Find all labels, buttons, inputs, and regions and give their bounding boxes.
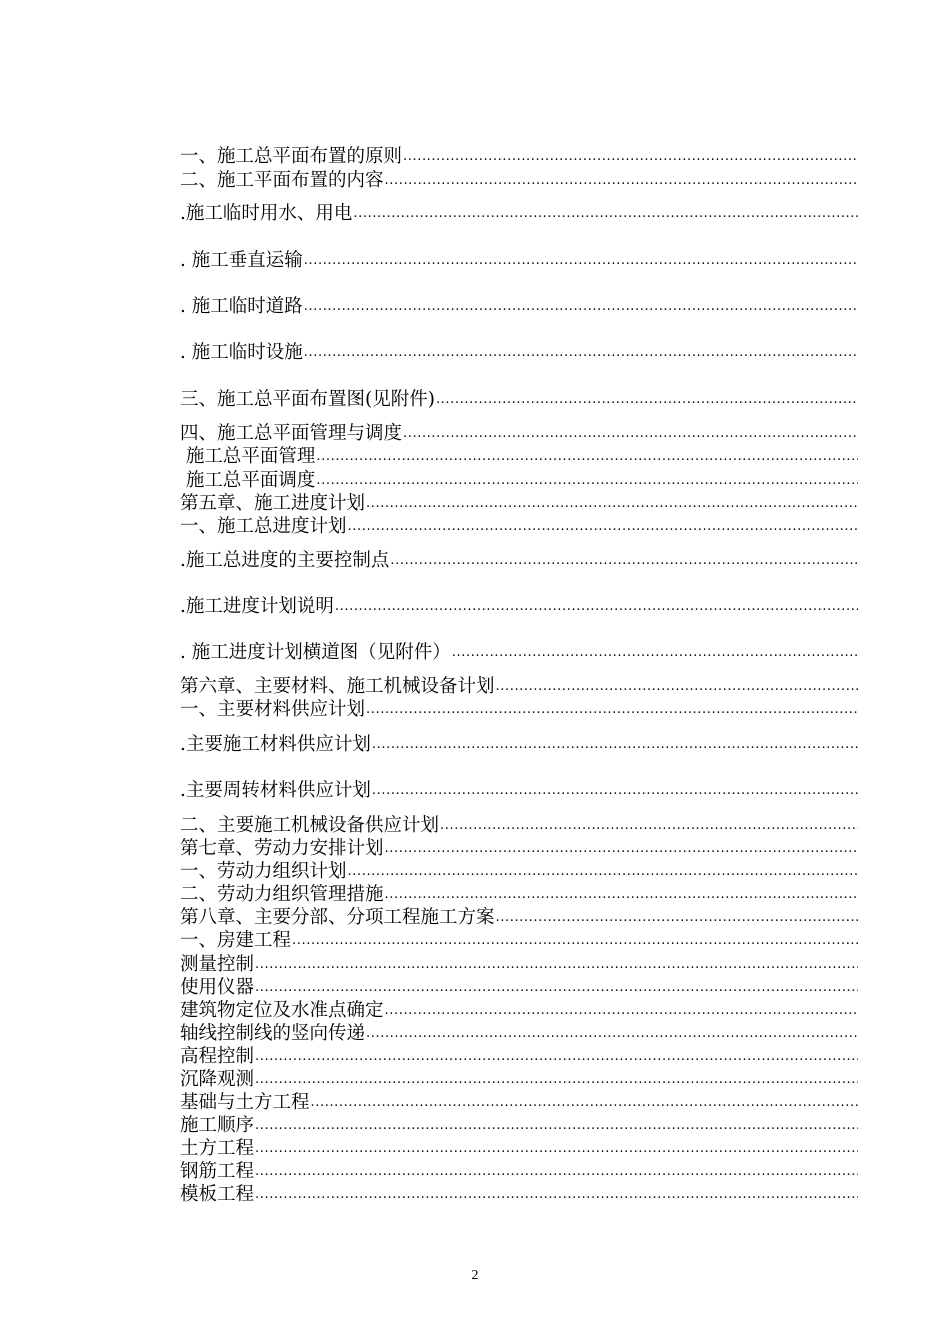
toc-entry-title: 二、劳动力组织管理措施: [180, 884, 384, 905]
toc-entry-title: 二、主要施工机械设备供应计划: [180, 815, 440, 836]
toc-entry[interactable]: [180, 168, 858, 192]
toc-entry[interactable]: [180, 697, 858, 721]
toc-entry-title: 第五章、施工进度计划: [180, 493, 366, 514]
dot-leader: [390, 550, 858, 572]
toc-entry-title: 第八章、主要分部、分项工程施工方案: [180, 907, 495, 928]
dot-leader: [348, 861, 858, 883]
dot-leader: [255, 1184, 858, 1206]
dot-leader: [496, 907, 858, 929]
toc-entry[interactable]: [180, 201, 858, 225]
toc-entry-title: 测量控制: [180, 954, 255, 975]
toc-entry[interactable]: [180, 1113, 858, 1137]
toc-entry[interactable]: [180, 514, 858, 538]
dot-leader: [403, 423, 858, 445]
toc-entry[interactable]: [180, 248, 858, 272]
toc-entry[interactable]: [180, 548, 858, 572]
dot-leader: [304, 296, 858, 318]
toc-entry[interactable]: [180, 294, 858, 318]
toc-entry-title: .施工临时用水、用电: [180, 203, 353, 224]
toc-entry-title: 一、劳动力组织计划: [180, 861, 347, 882]
toc-entry[interactable]: [180, 1090, 858, 1114]
dot-leader: [366, 1023, 858, 1045]
toc-entry[interactable]: [180, 640, 858, 664]
toc-entry-title: 沉降观测: [180, 1069, 255, 1090]
page-number: 2: [471, 1268, 479, 1283]
toc-entry[interactable]: [180, 1044, 858, 1068]
toc-entry-title: . 施工进度计划横道图（见附件）: [180, 642, 451, 663]
toc-entry[interactable]: [180, 732, 858, 756]
dot-leader: [311, 1092, 858, 1114]
dot-leader: [255, 1161, 858, 1183]
dot-leader: [255, 977, 858, 999]
toc-entry-title: . 施工垂直运输: [180, 250, 303, 271]
toc-entry[interactable]: [180, 594, 858, 618]
toc-entry[interactable]: [180, 1067, 858, 1091]
toc-entry-title: 施工总平面调度: [180, 470, 316, 491]
toc-entry[interactable]: [180, 674, 858, 698]
toc-entry[interactable]: [180, 778, 858, 802]
toc-entry[interactable]: [180, 1159, 858, 1183]
dot-leader: [304, 250, 858, 272]
table-of-contents: [180, 0, 858, 1220]
dot-leader: [304, 342, 858, 364]
dot-leader: [372, 780, 858, 802]
toc-entry[interactable]: [180, 905, 858, 929]
toc-entry-title: 建筑物定位及水准点确定: [180, 1000, 384, 1021]
dot-leader: [255, 954, 858, 976]
toc-entry-title: 三、施工总平面布置图(见附件): [180, 389, 435, 410]
toc-entry[interactable]: [180, 813, 858, 837]
toc-entry[interactable]: [180, 998, 858, 1022]
toc-entry[interactable]: [180, 421, 858, 445]
toc-entry-title: 一、房建工程: [180, 930, 292, 951]
dot-leader: [366, 493, 858, 515]
toc-entry[interactable]: [180, 1182, 858, 1206]
toc-entry-title: 一、施工总平面布置的原则: [180, 146, 403, 167]
toc-entry[interactable]: [180, 468, 858, 492]
toc-entry-title: 土方工程: [180, 1138, 255, 1159]
dot-leader: [385, 838, 858, 860]
toc-entry-title: 四、施工总平面管理与调度: [180, 423, 403, 444]
toc-entry-title: 施工顺序: [180, 1115, 255, 1136]
dot-leader: [316, 470, 858, 492]
toc-entry[interactable]: [180, 1136, 858, 1160]
dot-leader: [366, 699, 858, 721]
toc-entry[interactable]: [180, 491, 858, 515]
toc-entry-title: .施工总进度的主要控制点: [180, 550, 390, 571]
toc-entry-title: .主要施工材料供应计划: [180, 734, 371, 755]
dot-leader: [292, 930, 858, 952]
toc-entry-title: 使用仪器: [180, 977, 255, 998]
toc-entry-title: 二、施工平面布置的内容: [180, 170, 384, 191]
toc-entry-title: . 施工临时设施: [180, 342, 303, 363]
toc-entry[interactable]: [180, 952, 858, 976]
dot-leader: [353, 203, 858, 225]
toc-entry-title: 一、施工总进度计划: [180, 516, 347, 537]
dot-leader: [255, 1138, 858, 1160]
dot-leader: [385, 884, 858, 906]
toc-entry[interactable]: [180, 975, 858, 999]
toc-entry-title: 高程控制: [180, 1046, 255, 1067]
toc-entry-title: 钢筋工程: [180, 1161, 255, 1182]
dot-leader: [385, 170, 858, 192]
toc-entry-title: 第七章、劳动力安排计划: [180, 838, 384, 859]
dot-leader: [372, 734, 858, 756]
dot-leader: [255, 1069, 858, 1091]
toc-entry[interactable]: [180, 387, 858, 411]
toc-entry[interactable]: [180, 444, 858, 468]
dot-leader: [436, 389, 858, 411]
dot-leader: [496, 676, 858, 698]
toc-entry-title: 基础与土方工程: [180, 1092, 310, 1113]
toc-entry-title: 轴线控制线的竖向传递: [180, 1023, 366, 1044]
dot-leader: [452, 642, 858, 664]
dot-leader: [316, 446, 858, 468]
toc-entry[interactable]: [180, 340, 858, 364]
toc-entry-title: 第六章、主要材料、施工机械设备计划: [180, 676, 495, 697]
dot-leader: [403, 146, 858, 168]
toc-entry[interactable]: [180, 928, 858, 952]
toc-entry-title: 一、主要材料供应计划: [180, 699, 366, 720]
toc-entry-title: 施工总平面管理: [180, 446, 316, 467]
toc-entry-title: .主要周转材料供应计划: [180, 780, 371, 801]
dot-leader: [255, 1115, 858, 1137]
toc-entry[interactable]: [180, 144, 858, 168]
dot-leader: [335, 596, 858, 618]
dot-leader: [255, 1046, 858, 1068]
toc-entry[interactable]: [180, 836, 858, 860]
toc-entry-title: 模板工程: [180, 1184, 255, 1205]
dot-leader: [348, 516, 858, 538]
toc-entry[interactable]: [180, 859, 858, 883]
dot-leader: [385, 1000, 858, 1022]
dot-leader: [440, 815, 858, 837]
toc-entry-title: . 施工临时道路: [180, 296, 303, 317]
toc-entry[interactable]: [180, 1021, 858, 1045]
toc-entry-title: .施工进度计划说明: [180, 596, 334, 617]
toc-entry[interactable]: [180, 882, 858, 906]
